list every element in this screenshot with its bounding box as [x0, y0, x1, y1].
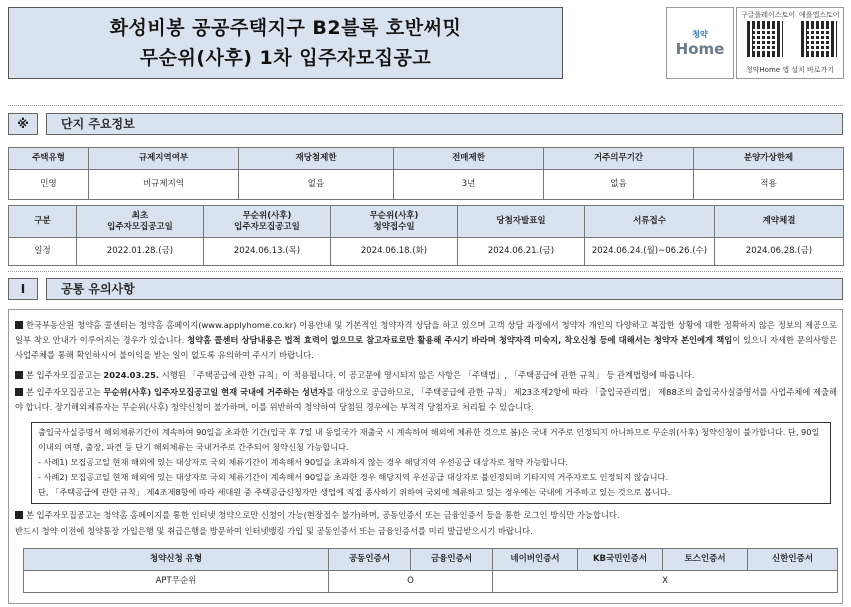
info-cell: 없음 [239, 170, 394, 200]
schedule-cell: 2024.06.24.(월)~06.26.(수) [585, 238, 715, 266]
note-text: 이 있으니 자세한 문의사항은 사업주체를 통해 확인하시어 불이익을 받는 일이 없도록 유의하여 주시기 바랍니다. [15, 335, 837, 360]
complex-info-table [8, 147, 844, 200]
info-header: 재당첨제한 [239, 148, 394, 170]
note-text: 를 대상으로 공급하므로, 「주택공급에 관한 규칙」 제23조제2항에 따라 「출입국관리법」 제88조의 출입국사실증명서를 사업주체에 제출해야 합니다. 장기해외체류자는 무순위(사후) 청약신청이 불가하며, 이를 위반하여 청약하여 당첨된 경우에는 부적격 당첨자로 처리될 수 있습니다. [15, 387, 837, 412]
info-header: 거주의무기간 [544, 148, 694, 170]
box-line: 단, 「주택공급에 관한 규칙」 제4조제8항에 따라 세대원 중 주택공급신청자만 생업에 직접 종사하기 위하여 국외에 체류하고 있는 경우에는 국내에 거주하고 있는 것으로 봅니다. [38, 487, 671, 497]
cert-header: 신한인증서 [748, 549, 838, 571]
cert-header: KB국민인증서 [578, 549, 663, 571]
info-cell: 민영 [9, 170, 89, 200]
schedule-header: 당첨자발표일 [458, 206, 585, 238]
info-cell: 없음 [544, 170, 694, 200]
note-text: 반드시 청약 이전에 청약통장 가입은행 및 취급은행을 방문하여 인터넷뱅킹 가입 및 공동인증서 또는 금융인증서를 미리 발급받으시기 바랍니다. [15, 526, 533, 536]
page-title-line2: 무순위(사후) 1차 입주자모집공고 [139, 47, 432, 69]
info-header: 주택유형 [9, 148, 89, 170]
note-bold: 무순위(사후) 입주자모집공고일 현재 국내에 거주하는 성년자 [103, 387, 326, 397]
box-line: - 사례2) 모집공고일 현재 해외에 있는 대상자로 국외 체류기간이 계속해서 90일을 초과한 경우 해당지역 우선공급 대상자로 불인정되며 기타지역 거주자로도 인정되지 않습니다. [38, 472, 669, 482]
info-header: 전매제한 [394, 148, 544, 170]
schedule-cell: 2024.06.21.(금) [458, 238, 585, 266]
certificate-table [23, 548, 838, 593]
schedule-header: 최초 입주자모집공고일 [77, 206, 204, 238]
schedule-cell: 일정 [9, 238, 77, 266]
app-store-label: 애플앱스토어 [799, 11, 840, 19]
cert-header: 금융인증서 [411, 549, 493, 571]
note-item [15, 508, 837, 523]
bullet-icon [15, 371, 23, 379]
note-text: 본 입주자모집공고는 [26, 370, 104, 380]
note-text: 본 입주자모집공고는 청약홈 홈페이지를 통한 인터넷 청약으로만 신청이 가능(현장접수 불가)하며, 공동인증서 또는 금융인증서 등을 통한 로그인 방식만 가능합니다. [26, 510, 620, 520]
cert-header: 청약신청 유형 [24, 549, 329, 571]
schedule-header: 서류접수 [585, 206, 715, 238]
logo-sub-text: 청약 [692, 29, 708, 39]
note-text: 한국부동산원 청약홈 콜센터는 청약홈 홈페이지(www.applyhome.co.kr) 이용안내 및 기본적인 청약자격 상담을 하고 있으며 고객 상담 과정에서 청약자 개인의 다양하고 복잡한 상황에 대한 정확하지 않은 정보의 제공으로 일부 착오 안내가 이루어지는 경우가 있습니다. [15, 320, 837, 345]
section-mark: I [8, 278, 38, 300]
overseas-stay-box [31, 422, 831, 504]
section-title: 공통 유의사항 [46, 278, 843, 300]
info-header: 분양가상한제 [694, 148, 844, 170]
schedule-header: 무순위(사후) 청약접수일 [331, 206, 458, 238]
info-cell: 비규제지역 [89, 170, 239, 200]
title-box [8, 7, 563, 79]
divider [8, 271, 843, 272]
bullet-icon [15, 511, 23, 519]
schedule-cell: 2024.06.18.(화) [331, 238, 458, 266]
note-item [15, 318, 837, 363]
section-mark: ※ [8, 113, 38, 135]
section-header-main-info [8, 113, 843, 135]
schedule-cell: 2024.06.28.(금) [715, 238, 844, 266]
cert-mark-x: X [493, 571, 838, 593]
notes-panel [8, 309, 843, 604]
cert-mark-o: O [329, 571, 493, 593]
app-store-qr-icon[interactable] [801, 21, 837, 57]
section-title: 단지 주요정보 [46, 113, 843, 135]
bullet-icon [15, 388, 23, 396]
qr-caption: 청약Home 앱 설치 바로가기 [745, 66, 835, 74]
bullet-icon [15, 321, 23, 329]
note-item [15, 368, 837, 383]
section-header-common-notes [8, 278, 843, 300]
schedule-header: 계약체결 [715, 206, 844, 238]
page-title-line1: 화성비봉 공공주택지구 B2블록 호반써밋 [109, 17, 462, 39]
cert-header: 공동인증서 [329, 549, 411, 571]
note-text: 본 입주자모집공고는 [26, 387, 104, 397]
google-play-label: 구글플레이스토어 [741, 11, 796, 19]
box-line: - 사례1) 모집공고일 현재 해외에 있는 대상자로 국외 체류기간이 계속해서 90일을 초과하지 않는 경우 해당지역 우선공급 대상자로 청약 가능합니다. [38, 457, 568, 467]
google-play-qr-icon[interactable] [747, 21, 783, 57]
page-header [8, 5, 843, 81]
divider [8, 105, 843, 106]
box-line: 출입국사실증명서 해외체류기간이 계속하여 90일을 초과한 기간(입국 후 7일 내 동일국가 재출국 시 계속하여 해외에 체류한 것으로 봄)은 국내 거주로 인정되지 아니하므로 무순위(사후) 청약신청이 불가합니다. 단, 90일 이내의 여행, 출장, 파견 등 단기 해외체류는 국내거주로 간주되어 청약신청 가능합니다. [38, 427, 820, 452]
logo-main-text: Home [675, 39, 725, 58]
note-bold: 청약홈 콜센터 상담내용은 법적 효력이 없으므로 참고자료로만 활용해 주시기 바라며 청약자격 미숙지, 착오신청 등에 대해서는 청약자 본인에게 책임 [187, 335, 733, 345]
cert-header: 토스인증서 [663, 549, 748, 571]
cert-header: 네이버인증서 [493, 549, 578, 571]
note-item [15, 385, 837, 415]
qr-download-box [736, 7, 844, 79]
schedule-header: 무순위(사후) 입주자모집공고일 [204, 206, 331, 238]
schedule-table [8, 205, 844, 266]
note-item [15, 524, 837, 539]
note-bold: 2024.03.25. [103, 370, 160, 380]
info-header: 규제지역여부 [89, 148, 239, 170]
schedule-header: 구분 [9, 206, 77, 238]
info-cell: 적용 [694, 170, 844, 200]
note-text: 시행된 「주택공급에 관한 규칙」이 적용됩니다. 이 공고문에 명시되지 않은 사항은 「주택법」, 「주택공급에 관한 규칙」 등 관계법령에 따릅니다. [159, 370, 695, 380]
applyhome-logo [666, 7, 734, 79]
schedule-cell: 2022.01.28.(금) [77, 238, 204, 266]
schedule-cell: 2024.06.13.(목) [204, 238, 331, 266]
info-cell: 3년 [394, 170, 544, 200]
cert-row-label: APT무순위 [24, 571, 329, 593]
